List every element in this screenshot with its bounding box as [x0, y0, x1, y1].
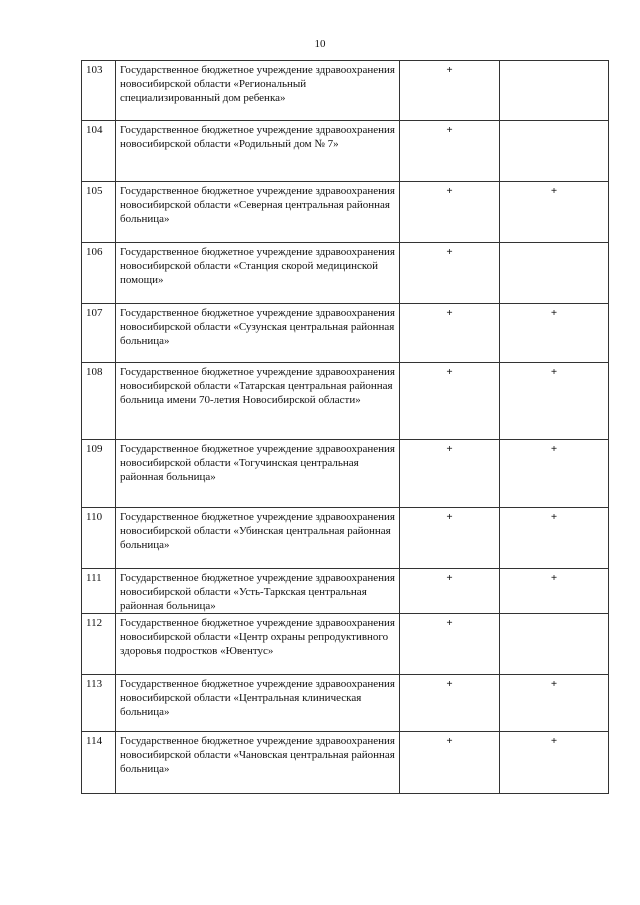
mark-col-b: +: [500, 440, 609, 508]
mark-col-b: [500, 121, 609, 182]
row-number: 108: [82, 363, 116, 440]
table-row: [82, 182, 609, 243]
row-number: 107: [82, 304, 116, 363]
mark-col-a: +: [400, 363, 500, 440]
institution-name: Государственное бюджетное учреждение здравоохранения новосибирской области «Татарская центральная районная больница имени 70-летия Новосибирской области»: [116, 363, 400, 440]
table-row: [82, 243, 609, 304]
institution-name: Государственное бюджетное учреждение здравоохранения новосибирской области «Центральная клиническая больница»: [116, 675, 400, 732]
institution-name: Государственное бюджетное учреждение здравоохранения новосибирской области «Региональный специализированный дом ребенка»: [116, 61, 400, 121]
mark-col-a: +: [400, 243, 500, 304]
mark-col-a: +: [400, 61, 500, 121]
institution-name: Государственное бюджетное учреждение здравоохранения новосибирской области «Тогучинская центральная районная больница»: [116, 440, 400, 508]
institution-name: Государственное бюджетное учреждение здравоохранения новосибирской области «Центр охраны репродуктивного здоровья подростков «Ювентус»: [116, 614, 400, 675]
table-row: [82, 508, 609, 569]
institution-name: Государственное бюджетное учреждение здравоохранения новосибирской области «Убинская центральная районная больница»: [116, 508, 400, 569]
mark-col-b: [500, 614, 609, 675]
table-row: [82, 675, 609, 732]
institution-name: Государственное бюджетное учреждение здравоохранения новосибирской области «Чановская центральная районная больница»: [116, 732, 400, 794]
institution-name: Государственное бюджетное учреждение здравоохранения новосибирской области «Северная центральная районная больница»: [116, 182, 400, 243]
mark-col-a: +: [400, 732, 500, 794]
mark-col-b: [500, 61, 609, 121]
institution-name: Государственное бюджетное учреждение здравоохранения новосибирской области «Станция скорой медицинской помощи»: [116, 243, 400, 304]
row-number: 109: [82, 440, 116, 508]
row-number: 113: [82, 675, 116, 732]
table-row: [82, 569, 609, 614]
page-number: 10: [314, 38, 326, 50]
mark-col-a: +: [400, 614, 500, 675]
table-row: [82, 304, 609, 363]
mark-col-b: [500, 243, 609, 304]
row-number: 110: [82, 508, 116, 569]
mark-col-a: +: [400, 508, 500, 569]
mark-col-b: +: [500, 569, 609, 614]
table-row: [82, 440, 609, 508]
mark-col-a: +: [400, 182, 500, 243]
mark-col-b: +: [500, 363, 609, 440]
table-row: [82, 363, 609, 440]
mark-col-b: +: [500, 182, 609, 243]
institutions-table: [81, 60, 609, 794]
mark-col-a: +: [400, 569, 500, 614]
mark-col-a: +: [400, 440, 500, 508]
institution-name: Государственное бюджетное учреждение здравоохранения новосибирской области «Сузунская центральная районная больница»: [116, 304, 400, 363]
table-row: [82, 732, 609, 794]
mark-col-a: +: [400, 121, 500, 182]
table-row: [82, 121, 609, 182]
row-number: 112: [82, 614, 116, 675]
row-number: 111: [82, 569, 116, 614]
mark-col-a: +: [400, 304, 500, 363]
table-row: [82, 614, 609, 675]
mark-col-b: +: [500, 304, 609, 363]
mark-col-a: +: [400, 675, 500, 732]
row-number: 114: [82, 732, 116, 794]
row-number: 104: [82, 121, 116, 182]
table-row: [82, 61, 609, 121]
mark-col-b: +: [500, 508, 609, 569]
row-number: 105: [82, 182, 116, 243]
mark-col-b: +: [500, 675, 609, 732]
institution-name: Государственное бюджетное учреждение здравоохранения новосибирской области «Родильный дом № 7»: [116, 121, 400, 182]
institution-name: Государственное бюджетное учреждение здравоохранения новосибирской области «Усть-Таркская центральная районная больница»: [116, 569, 400, 614]
row-number: 106: [82, 243, 116, 304]
row-number: 103: [82, 61, 116, 121]
mark-col-b: +: [500, 732, 609, 794]
